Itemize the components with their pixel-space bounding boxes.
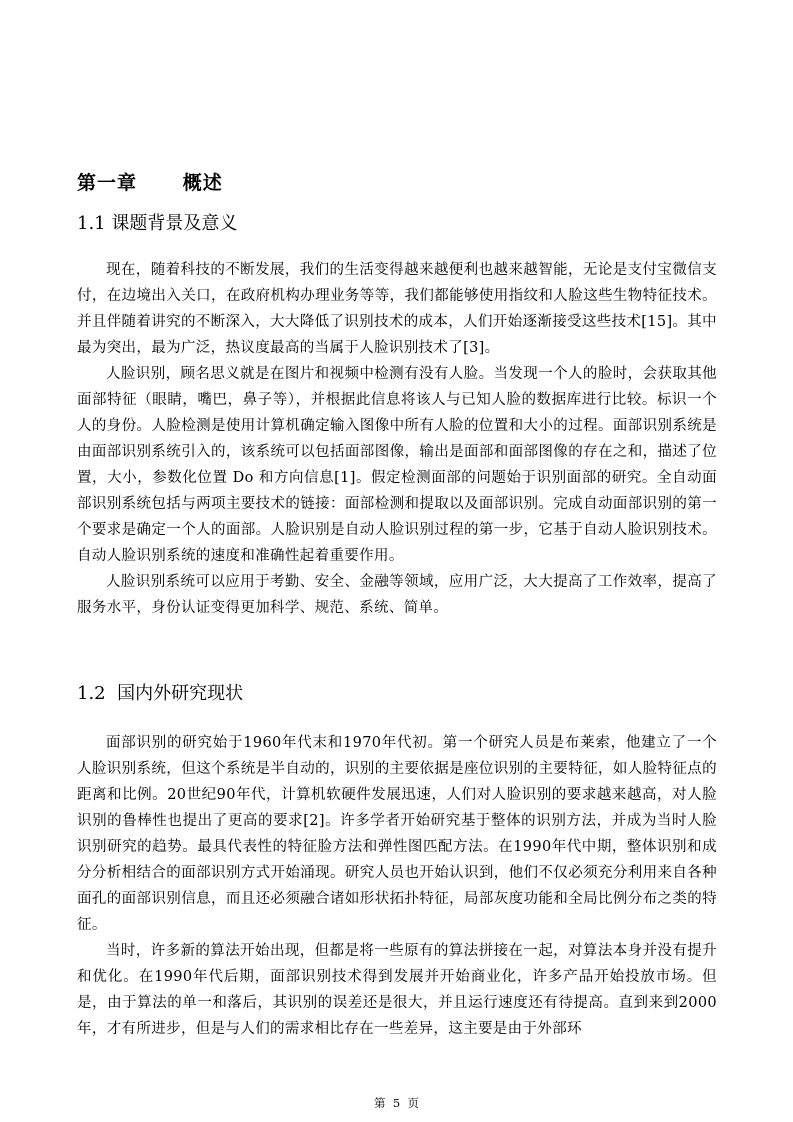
section-title-1-2: 1.2 国内外研究现状 <box>77 683 244 704</box>
paragraph: 当时，许多新的算法开始出现，但都是将一些原有的算法拼接在一起，对算法本身并没有提升和优化。在1990年代后期，面部识别技术得到发展并开始商业化，许多产品开始投放市场。但是，由于算法的单一和落后，其识别的误差还是很大，并且运行速度还有待提高。直到来到2000年，才有所进步，但是与人们的需求相比存在一些差异，这主要是由于外部环 <box>77 943 717 1037</box>
section-1-2-body <box>77 730 717 1042</box>
paragraph: 人脸识别，顾名思义就是在图片和视频中检测有没有人脸。当发现一个人的脸时，会获取其他面部特征（眼睛，嘴巴，鼻子等），并根据此信息将该人与已知人脸的数据库进行比较。标识一个人的身份。人脸检测是使用计算机确定输入图像中所有人脸的位置和大小的过程。面部识别系统是由面部识别系统引入的，该系统可以包括面部图像，输出是面部和面部图像的存在之和，描述了位置，大小，参数化位置 Do 和方向信息[1]。假定检测面部的问题始于识别面部的研究。全自动面部识别系统包括与两项主要技术的链接：面部检测和提取以及面部识别。完成自动面部识别的第一个要求是确定一个人的面部。人脸识别是自动人脸识别过程的第一步，它基于自动人脸识别技术。自动人脸识别系统的速度和准确性起着重要作用。 <box>77 366 717 564</box>
paragraph: 人脸识别系统可以应用于考勤、安全、金融等领域，应用广泛，大大提高了工作效率，提高了服务水平，身份认证变得更加科学、规范、系统、简单。 <box>77 574 717 616</box>
page-number: 第 5 页 <box>374 1096 419 1110</box>
paragraph: 现在，随着科技的不断发展，我们的生活变得越来越便利也越来越智能，无论是支付宝微信支付，在边境出入关口，在政府机构办理业务等等，我们都能够使用指纹和人脸这些生物特征技术。并且伴随着讲究的不断深入，大大降低了识别技术的成本，人们开始逐渐接受这些技术[15]。其中最为突出，最为广泛，热议度最高的当属于人脸识别技术了[3]。 <box>77 262 718 356</box>
section-title-1-1: 1.1 课题背景及意义 <box>77 213 238 234</box>
paragraph: 面部识别的研究始于1960年代末和1970年代初。第一个研究人员是布莱索，他建立了一个人脸识别系统，但这个系统是半自动的，识别的主要依据是座位识别的主要特征，如人脸特征点的距离和比例。20世纪90年代，计算机软硬件发展迅速，人们对人脸识别的要求越来越高，对人脸识别的鲁棒性也提出了更高的要求[2]。许多学者开始研究基于整体的识别方法，并成为当时人脸识别研究的趋势。最具代表性的特征脸方法和弹性图匹配方法。在1990年代中期，整体识别和成分分析相结合的面部识别方式开始涌现。研究人员也开始认识到，他们不仅必须充分利用来自各种面孔的面部识别信息，而且还必须融合诸如形状拓扑特征，局部灰度功能和全局比例分布之类的特征。 <box>77 735 717 933</box>
chapter-title: 第一章 概述 <box>77 172 223 194</box>
section-1-1-body <box>77 257 717 621</box>
